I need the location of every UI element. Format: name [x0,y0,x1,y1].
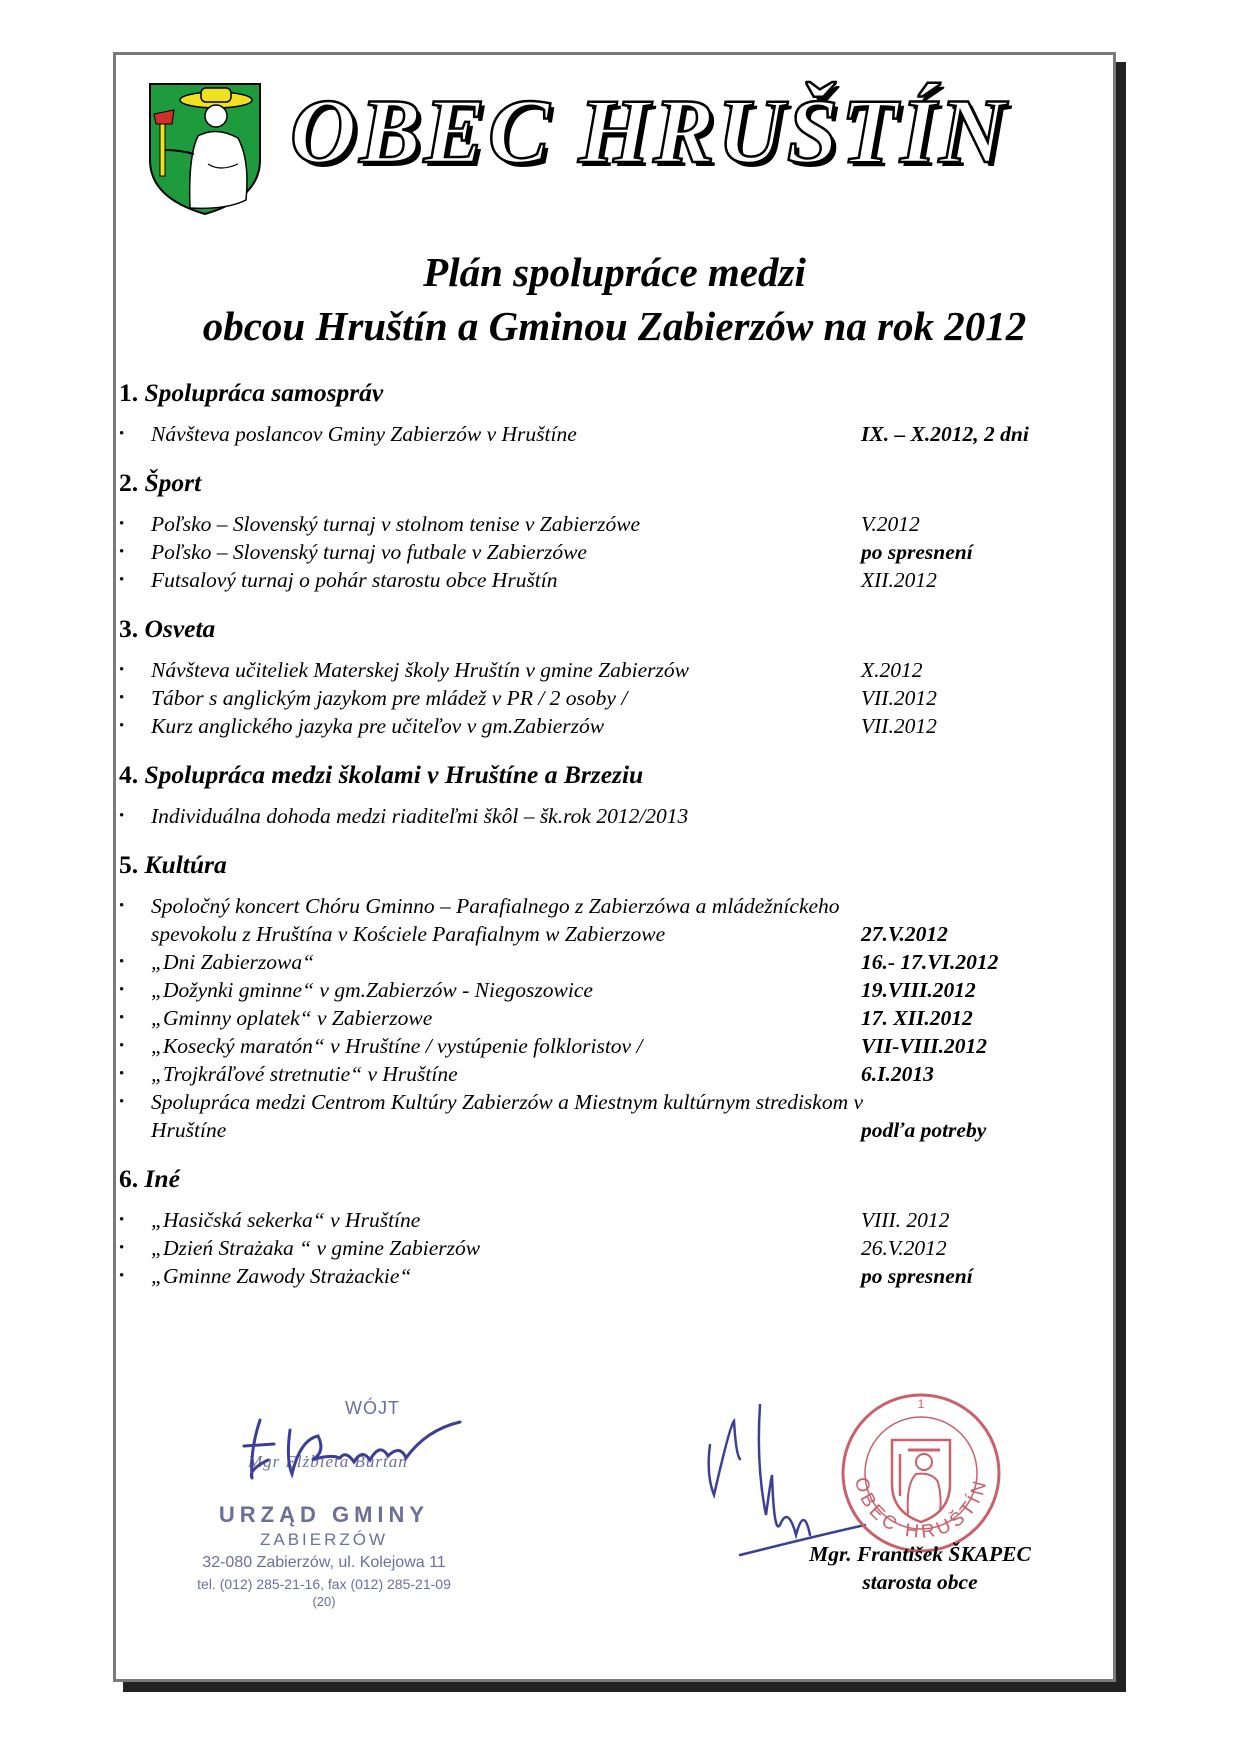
bullet-icon: • [119,808,125,824]
coat-of-arms-icon [146,80,264,218]
item-date: VII.2012 [861,714,937,738]
bullet-icon: • [119,1094,125,1110]
section-items [119,510,1079,594]
stamp-role: WÓJT [345,1398,400,1418]
section-heading: 3. Osveta [119,614,216,643]
item-date: 19.VIII.2012 [861,978,976,1002]
document-title-line-2: obcou Hruštín a Gminou Zabierzów na rok 2012 [202,303,1027,349]
section-items [119,1206,1079,1290]
bullet-icon: • [119,516,125,532]
bullet-icon: • [119,1066,125,1082]
section-heading: 4. Spolupráca medzi školami v Hruštíne a Brzeziu [119,760,644,789]
list-item: • Poľsko – Slovenský turnaj vo futbale v Zabierzówe po spresnení [119,540,973,564]
list-item: • „Dožynki gminne“ v gm.Zabierzów - Niegoszowice 19.VIII.2012 [119,978,976,1002]
bullet-icon: • [119,662,125,678]
bullet-icon: • [119,718,125,734]
item-date: VII.2012 [861,686,937,710]
list-item: • „Hasičská sekerka“ v Hruštíne VIII. 2012 [119,1208,950,1232]
section-items [119,892,1079,1144]
seal-number: 1 [917,1397,925,1411]
stamp-town: ZABIERZÓW [259,1530,389,1549]
item-date: XII.2012 [861,568,937,592]
bullet-icon: • [119,982,125,998]
stamp-signatory: Mgr Elżbieta Burtan [248,1452,408,1471]
section-heading: 2. Šport [119,468,202,497]
hrustin-seal-icon [836,1388,1006,1558]
list-item: • Návšteva učiteliek Materskej školy Hruštín v gmine Zabierzów X.2012 [119,658,923,682]
stamp-address: 32-080 Zabierzów, ul. Kolejowa 11 [202,1554,446,1571]
item-date: 6.I.2013 [861,1062,934,1086]
stamp-office-block [174,1502,474,1609]
list-item: • Poľsko – Slovenský turnaj v stolnom tenise v Zabierzówe V.2012 [119,512,920,536]
section-heading: 6. Iné [119,1164,180,1193]
stamp-ref: (20) [312,1594,336,1609]
bullet-icon: • [119,954,125,970]
bullet-icon: • [119,544,125,560]
signer-block [780,1540,1060,1596]
bullet-icon: • [119,1212,125,1228]
bullet-icon: • [119,426,125,442]
signer-name: Mgr. František ŠKAPEC [809,1542,1031,1566]
bullet-icon: • [119,1010,125,1026]
item-date: VII-VIII.2012 [861,1034,988,1058]
list-item: • Spolupráca medzi Centrom Kultúry Zabierzów a Miestnym kultúrnym strediskom v Hruštíne podľa potreby [119,1090,987,1142]
list-item: • „Dzień Strażaka “ v gmine Zabierzów 26.V.2012 [119,1236,947,1260]
bullet-icon: • [119,1240,125,1256]
item-date: 16.- 17.VI.2012 [861,950,999,974]
document-title-line-1: Plán spolupráce medzi [423,249,806,295]
municipality-name: OBEC HRUŠTÍN [290,80,1009,182]
section-heading: 5. Kultúra [119,850,227,879]
bullet-icon: • [119,690,125,706]
list-item: • „Kosecký maratón“ v Hruštíne / vystúpenie folkloristov / VII-VIII.2012 [119,1034,988,1058]
item-date: 27.V.2012 [861,922,948,946]
list-item: • „Gminny oplatek“ v Zabierzowe 17. XII.2012 [119,1006,973,1030]
stamp-office: URZĄD GMINY [218,1502,430,1527]
list-item: • Kurz anglického jazyka pre učiteľov v gm.Zabierzów VII.2012 [119,714,937,738]
item-date: X.2012 [861,658,923,682]
list-item: • Návšteva poslancov Gminy Zabierzów v Hruštíne IX. – X.2012, 2 dni [119,422,1029,446]
list-item: • Spoločný koncert Chóru Gminno – Parafialnego z Zabierzówa a mládežníckeho spevokolu z Hruštína v Kościele Parafialnym w Zabierzowe 27.V.2012 [119,894,948,946]
item-date: podľa potreby [861,1118,987,1142]
document-title [113,245,1116,353]
list-item: • „Dni Zabierzowa“ 16.- 17.VI.2012 [119,950,999,974]
section-items [119,656,1079,740]
list-item: • „Gminne Zawody Strażackie“ po spresnení [119,1264,973,1288]
item-date: 26.V.2012 [861,1236,947,1260]
list-item: • „Trojkráľové stretnutie“ v Hruštíne 6.I.2013 [119,1062,934,1086]
item-date: po spresnení [861,1264,973,1288]
bullet-icon: • [119,1268,125,1284]
list-item: • Futsalový turnaj o pohár starostu obce Hruštín XII.2012 [119,568,937,592]
bullet-icon: • [119,1038,125,1054]
item-date: VIII. 2012 [861,1208,950,1232]
item-date: po spresnení [861,540,973,564]
signer-role: starosta obce [862,1570,978,1594]
plan-sections [119,378,1079,1310]
item-date: IX. – X.2012, 2 dni [861,422,1029,446]
bullet-icon: • [119,898,125,914]
stamp-phone: tel. (012) 285-21-16, fax (012) 285-21-09 [197,1576,451,1592]
list-item: • Tábor s anglickým jazykom pre mládež v PR / 2 osoby / VII.2012 [119,686,937,710]
item-date: 17. XII.2012 [861,1006,973,1030]
bullet-icon: • [119,572,125,588]
seal-ring-text: OBEC HRUŠTÍN [849,1475,992,1544]
signature-left-icon [230,1400,470,1490]
section-heading: 1. Spolupráca samospráv [119,378,384,407]
list-item: • Individuálna dohoda medzi riaditeľmi škôl – šk.rok 2012/2013 [119,804,689,828]
section-items [119,802,1079,830]
item-date: V.2012 [861,512,920,536]
section-items [119,420,1079,448]
